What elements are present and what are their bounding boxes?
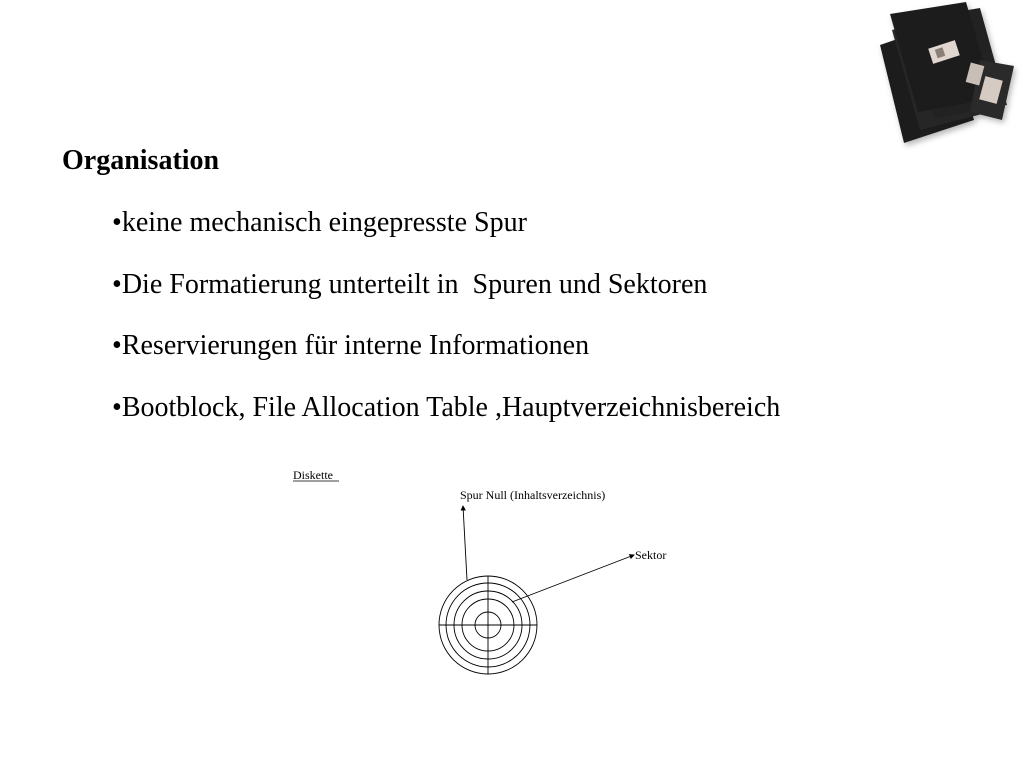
track-zero-label: Spur Null (Inhaltsverzeichnis) bbox=[460, 488, 606, 502]
bullet-item bbox=[112, 390, 780, 426]
bullet-marker: • bbox=[112, 268, 122, 300]
bullet-marker: • bbox=[112, 391, 122, 423]
bullet-text: Bootblock, File Allocation Table ,Hauptverzeichnisbereich bbox=[121, 391, 781, 423]
bullet-item bbox=[112, 328, 780, 364]
bullet-marker: • bbox=[112, 330, 122, 361]
sector-arrow bbox=[512, 555, 634, 602]
diskette-diagram bbox=[280, 460, 700, 690]
bullet-item bbox=[112, 267, 780, 303]
bullet-text: keine mechanisch eingepresste Spur bbox=[121, 207, 527, 238]
diagram-title: Diskette bbox=[293, 468, 333, 482]
bullet-marker: • bbox=[112, 207, 122, 238]
track-zero-arrow bbox=[463, 506, 467, 580]
disk-tracks bbox=[439, 576, 537, 674]
bullet-text: Reservierungen für interne Informationen bbox=[121, 330, 590, 361]
bullet-text: Die Formatierung unterteilt in Spuren und Sektoren bbox=[121, 268, 708, 300]
bullet-item bbox=[112, 205, 780, 241]
floppy-disks-icon bbox=[862, 0, 1024, 150]
bullet-list bbox=[112, 205, 780, 451]
sector-label: Sektor bbox=[635, 548, 667, 562]
slide-heading: Organisation bbox=[62, 145, 220, 176]
